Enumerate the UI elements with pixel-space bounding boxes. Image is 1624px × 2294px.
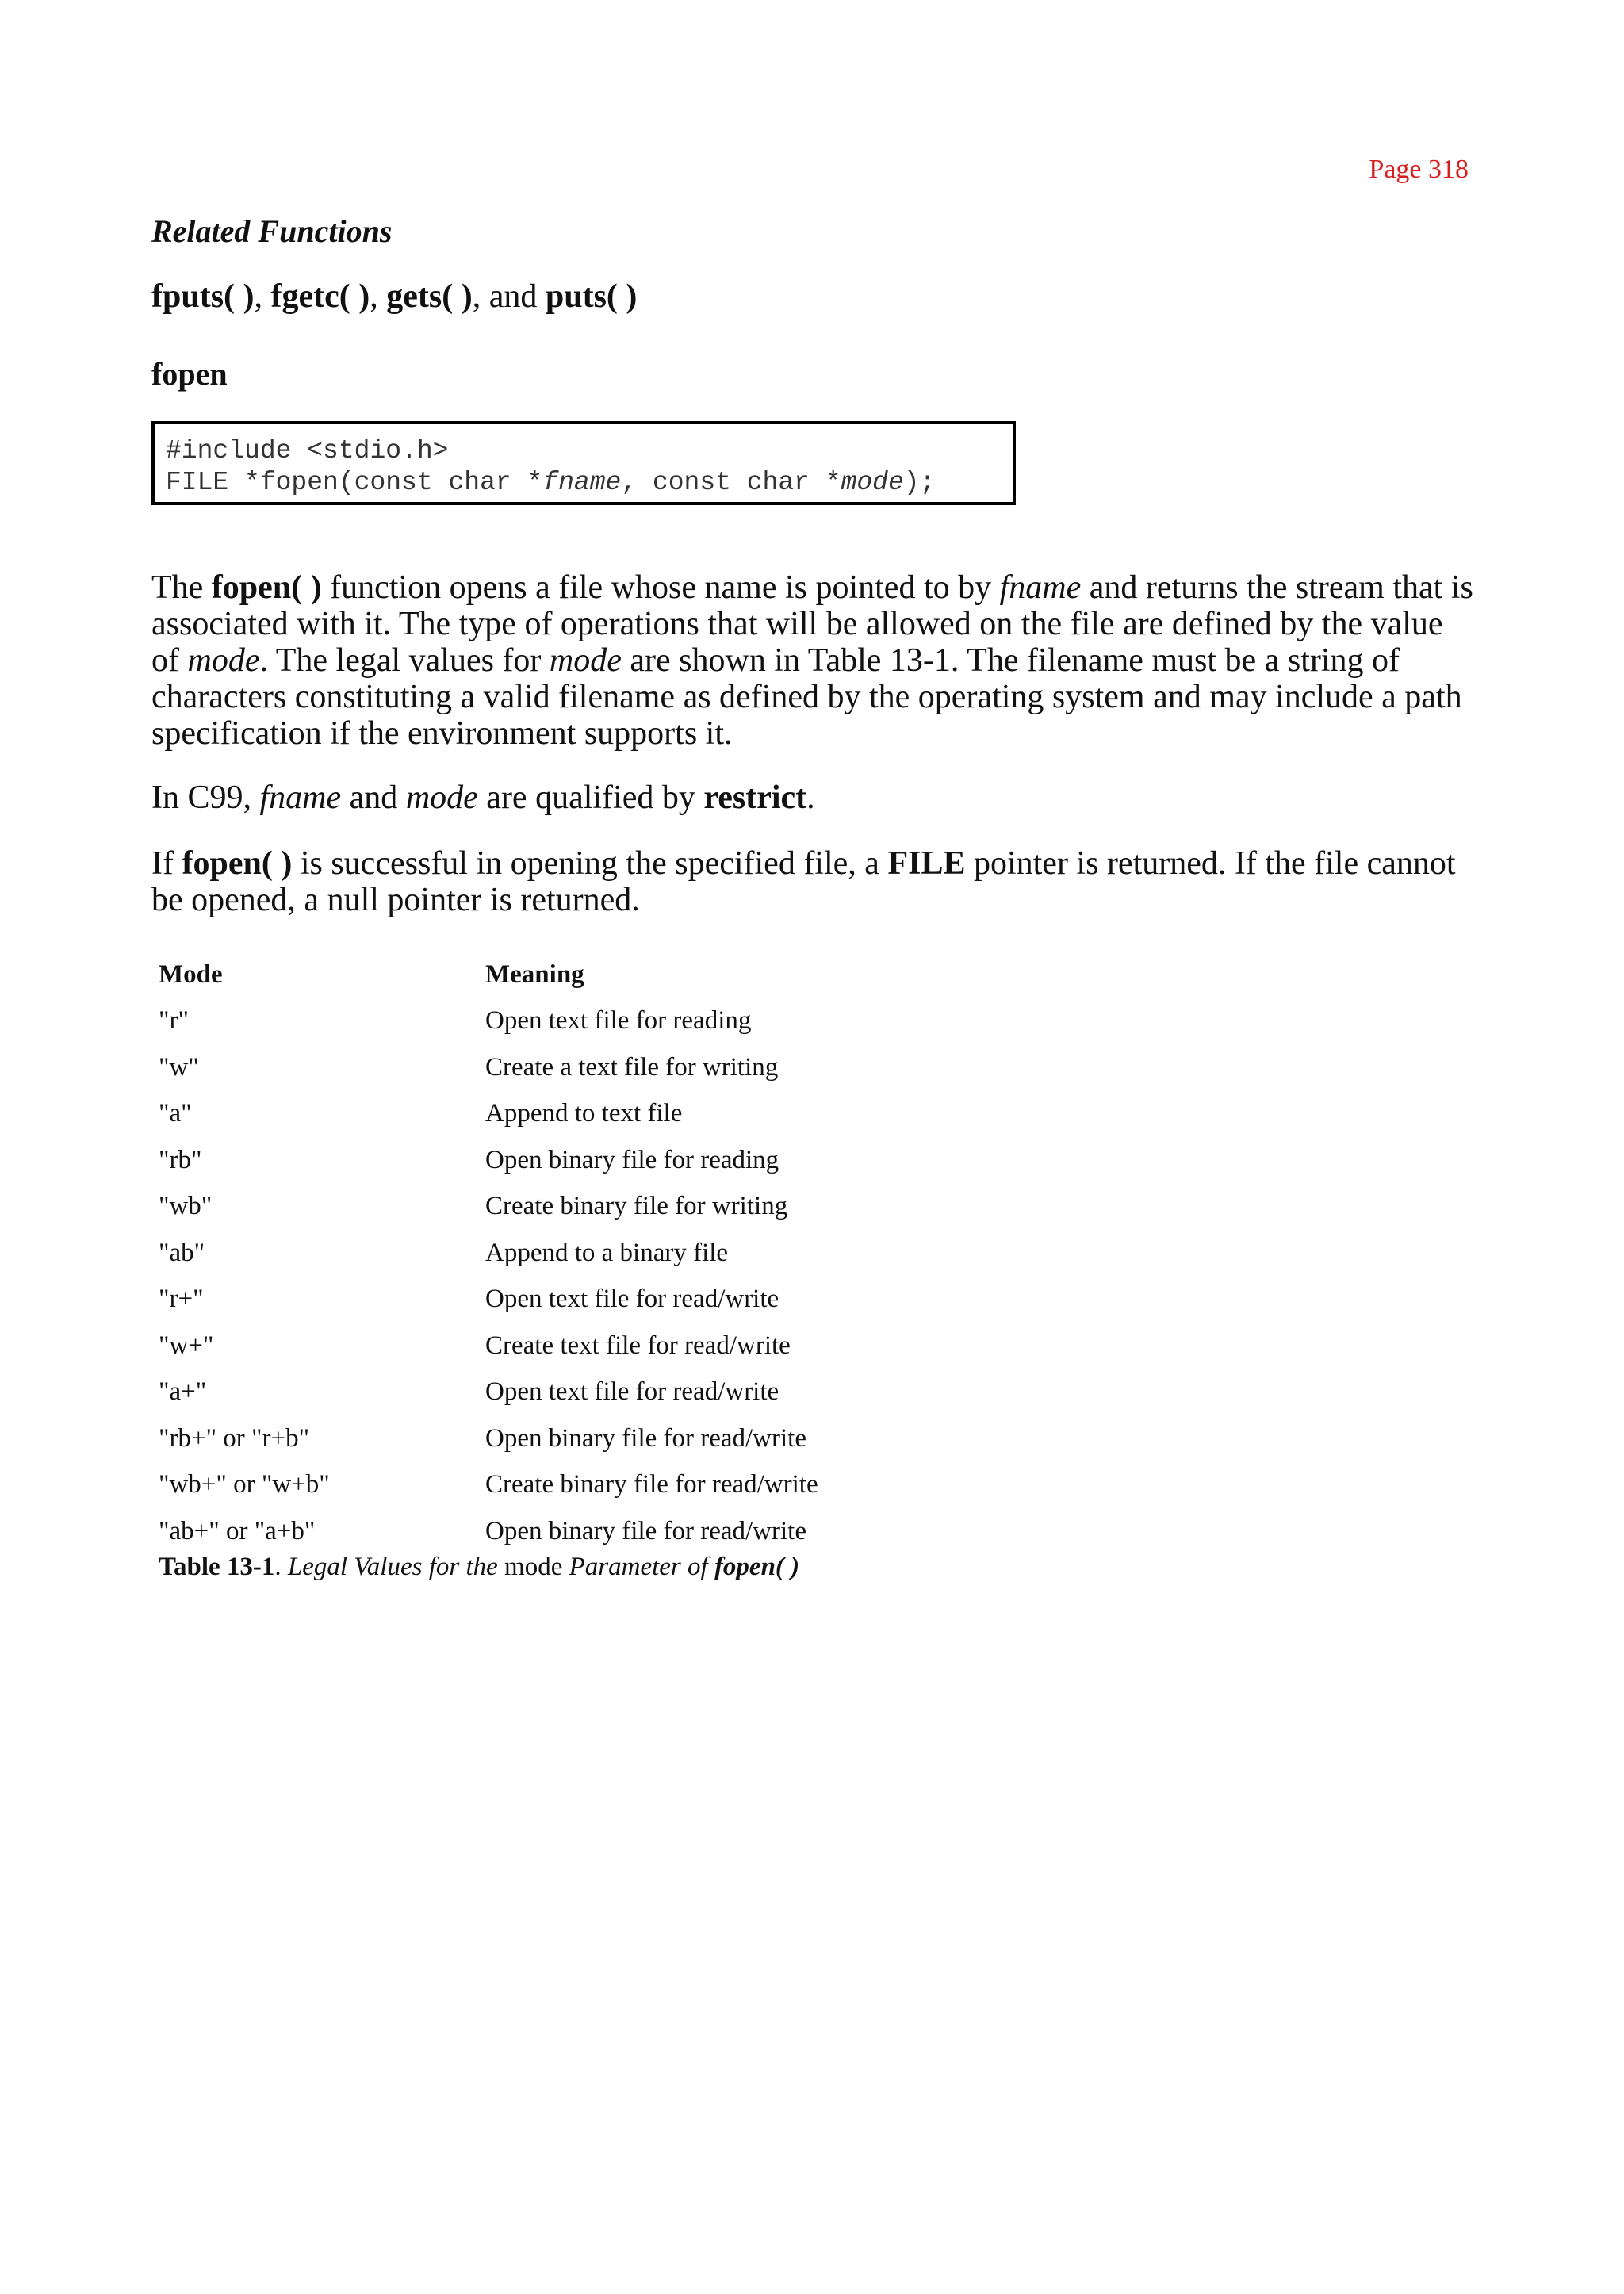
related-puts: puts( ) <box>545 278 638 315</box>
table-row <box>159 1044 818 1091</box>
meaning-cell: Create a text file for writing <box>485 1052 779 1082</box>
table-row <box>159 1137 818 1184</box>
related-functions-heading: Related Functions <box>151 213 393 249</box>
mode-cell: "w" <box>159 1052 199 1082</box>
mode-cell: "a" <box>159 1099 192 1128</box>
table-row <box>159 1230 818 1277</box>
mode-cell: "rb" <box>159 1145 202 1174</box>
table-row <box>159 1323 818 1369</box>
table-caption: Table 13-1. Legal Values for the mode Parameter of fopen( ) <box>159 1553 800 1581</box>
caption-label: Table 13-1 <box>159 1553 275 1581</box>
return-value-paragraph: If fopen( ) is successful in opening the specified file, a FILE pointer is returned. If the file cannot be opened, a null pointer is returned. <box>151 845 1456 918</box>
table-row <box>159 998 818 1045</box>
table-row <box>159 1508 818 1555</box>
table-row <box>159 1462 818 1509</box>
table-row <box>159 1091 818 1138</box>
mode-cell: "r" <box>159 1006 189 1036</box>
meaning-cell: Create text file for read/write <box>485 1331 791 1360</box>
mode-cell: "ab" <box>159 1238 205 1267</box>
function-heading: fopen <box>151 356 228 392</box>
table-row <box>159 1415 818 1462</box>
page-number: Page 318 <box>1369 155 1469 184</box>
meaning-cell: Open binary file for reading <box>485 1145 779 1174</box>
meaning-cell: Open text file for read/write <box>485 1285 779 1314</box>
mode-table <box>159 952 818 1555</box>
mode-cell: "wb+" or "w+b" <box>159 1470 330 1499</box>
table-header-mode: Mode <box>159 959 223 989</box>
table-row <box>159 1277 818 1323</box>
related-gets: gets( ) <box>386 278 473 315</box>
description-paragraph: The fopen( ) function opens a file whose name is pointed to by fname and returns the stream that is associated with it. The type of operations that will be allowed on the file are defined by the value of mode. The legal values for mode are shown in Table 13-1. The filename must be a string of characters constituting a valid filename as defined by the operating system and may include a path specification if the environment supports it. <box>151 569 1473 752</box>
code-line-1: #include <stdio.h> <box>166 436 449 465</box>
meaning-cell: Open binary file for read/write <box>485 1516 806 1545</box>
mode-cell: "r+" <box>159 1285 204 1314</box>
mode-cell: "a+" <box>159 1377 207 1407</box>
table-header-meaning: Meaning <box>485 959 584 989</box>
code-synopsis <box>151 421 1016 505</box>
meaning-cell: Open text file for reading <box>485 1006 752 1036</box>
related-functions-list: fputs( ), fgetc( ), gets( ), and puts( ) <box>151 278 638 315</box>
code-line-2: FILE *fopen(const char *fname, const char *mode); <box>166 468 936 497</box>
meaning-cell: Append to text file <box>485 1099 683 1128</box>
meaning-cell: Open text file for read/write <box>485 1377 779 1407</box>
related-fputs: fputs( ) <box>151 278 255 315</box>
meaning-cell: Open binary file for read/write <box>485 1423 806 1453</box>
table-row <box>159 1369 818 1416</box>
mode-cell: "rb+" or "r+b" <box>159 1423 310 1453</box>
related-fgetc: fgetc( ) <box>270 278 370 315</box>
table-header-row <box>159 952 818 998</box>
table-row <box>159 1184 818 1231</box>
meaning-cell: Create binary file for writing <box>485 1192 788 1221</box>
c99-paragraph: In C99, fname and mode are qualified by restrict. <box>151 779 815 816</box>
mode-cell: "ab+" or "a+b" <box>159 1516 316 1545</box>
meaning-cell: Create binary file for read/write <box>485 1470 818 1499</box>
mode-cell: "w+" <box>159 1331 214 1360</box>
meaning-cell: Append to a binary file <box>485 1238 729 1267</box>
mode-cell: "wb" <box>159 1192 213 1221</box>
